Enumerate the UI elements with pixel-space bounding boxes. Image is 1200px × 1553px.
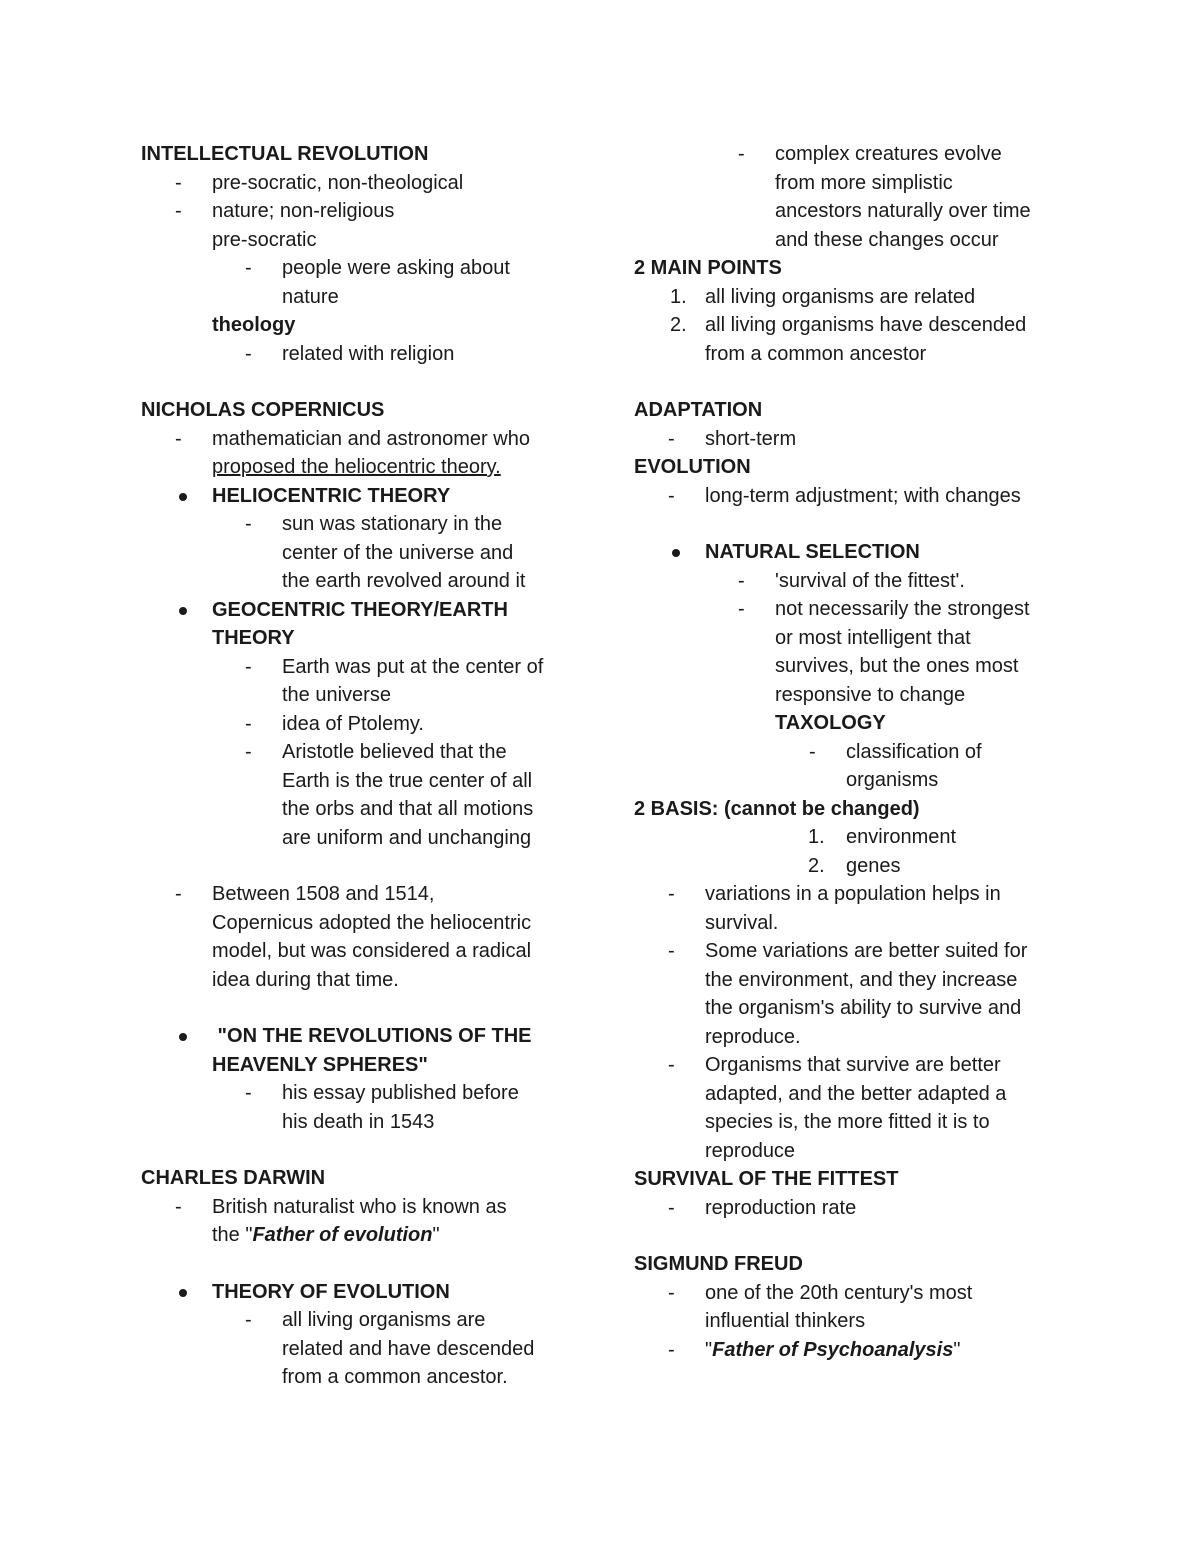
list-item-continuation: reproduce — [705, 1139, 796, 1162]
number-marker: 2. — [808, 854, 825, 877]
dash-marker: - — [245, 655, 252, 678]
list-item-text: one of the 20th century's most — [705, 1281, 973, 1304]
list-item-continuation: reproduce. — [705, 1025, 801, 1048]
taxology-label: TAXOLOGY — [775, 712, 886, 734]
bullet-heading-text: NATURAL SELECTION — [705, 541, 920, 563]
list-item — [141, 710, 581, 739]
dash-marker: - — [668, 484, 675, 507]
dash-marker: - — [668, 1281, 675, 1304]
list-item — [141, 510, 581, 539]
dash-marker: - — [175, 200, 182, 222]
dash-marker: - — [245, 741, 252, 763]
list-item-text: related with religion — [282, 342, 455, 365]
list-item-text: all living organisms are — [282, 1309, 486, 1331]
list-item-text: long-term adjustment; with changes — [705, 484, 1021, 507]
text-fragment: the " — [212, 1224, 253, 1246]
list-item — [634, 567, 1074, 596]
dash-marker: - — [175, 883, 182, 905]
list-item-text: sun was stationary in the — [282, 513, 503, 535]
dash-marker: - — [809, 740, 816, 763]
emphasis-father-of-psychoanalysis: Father of Psychoanalysis — [712, 1338, 954, 1361]
list-item — [634, 425, 1074, 454]
dash-marker: - — [245, 712, 252, 735]
list-item-text: Aristotle believed that the — [282, 741, 507, 763]
list-item — [141, 1079, 581, 1108]
dash-marker: - — [668, 940, 675, 962]
section-heading-evolution: EVOLUTION — [634, 456, 751, 478]
list-item-continuation: responsive to change — [775, 683, 966, 706]
bullet-dot-icon — [179, 493, 187, 501]
numbered-item — [634, 852, 1074, 881]
list-item-continuation: adapted, and the better adapted a — [705, 1082, 1007, 1105]
dash-marker: - — [245, 342, 252, 365]
dash-marker: - — [175, 171, 182, 194]
list-item-text: nature; non-religious — [212, 200, 395, 222]
dash-marker: - — [738, 598, 745, 620]
list-item-continuation: center of the universe and — [282, 541, 514, 564]
right-column — [634, 140, 1074, 1364]
list-item-continuation-underlined: proposed the heliocentric theory. — [212, 456, 501, 478]
section-heading-2-basis: 2 BASIS: (cannot be changed) — [634, 797, 920, 820]
list-item-text: idea of Ptolemy. — [282, 712, 424, 735]
section-heading-2-main-points: 2 MAIN POINTS — [634, 257, 782, 279]
list-item — [634, 1051, 1074, 1080]
list-item-continuation: or most intelligent that — [775, 626, 971, 649]
list-item-continuation: species is, the more fitted it is to — [705, 1111, 990, 1133]
list-item — [141, 254, 581, 283]
list-item-text: all living organisms have descended — [705, 314, 1027, 336]
dash-marker: - — [245, 1309, 252, 1331]
list-item-text: Earth was put at the center of — [282, 655, 544, 678]
bullet-heading-text: "ON THE REVOLUTIONS OF THE — [212, 1025, 532, 1047]
section-heading-survival-of-the-fittest: SURVIVAL OF THE FITTEST — [634, 1168, 899, 1190]
dash-marker: - — [175, 427, 182, 450]
number-marker: 1. — [808, 826, 825, 848]
list-item-text: his essay published before — [282, 1082, 519, 1104]
bullet-dot-icon — [179, 1289, 187, 1297]
list-item-continuation: the universe — [282, 684, 391, 706]
numbered-item — [634, 283, 1074, 312]
list-item-text: complex creatures evolve — [775, 143, 1002, 165]
list-item-continuation: survives, but the ones most — [775, 655, 1019, 677]
list-item-continuation: his death in 1543 — [282, 1110, 435, 1133]
list-item-text: genes — [846, 854, 901, 877]
list-item-continuation: model, but was considered a radical — [212, 940, 532, 962]
list-item — [634, 595, 1074, 624]
list-item-text: British naturalist who is known as — [212, 1195, 507, 1218]
list-item-continuation: organisms — [846, 769, 939, 791]
dash-marker: - — [668, 1054, 675, 1076]
list-item — [141, 197, 581, 226]
bullet-dot-icon — [672, 549, 680, 557]
bullet-heading-natural-selection — [634, 538, 1074, 567]
dash-marker: - — [668, 427, 675, 450]
list-item-continuation: and these changes occur — [775, 228, 999, 251]
theology-label: theology — [212, 314, 296, 336]
list-item — [141, 340, 581, 369]
list-item — [141, 1193, 581, 1222]
list-item-continuation: from a common ancestor — [705, 342, 927, 365]
bullet-dot-icon — [179, 607, 187, 615]
list-item-text: Organisms that survive are better — [705, 1054, 1001, 1076]
list-item — [634, 140, 1074, 169]
dash-marker: - — [738, 143, 745, 165]
list-item — [634, 482, 1074, 511]
dash-marker: - — [245, 1082, 252, 1104]
list-item — [141, 738, 581, 767]
bullet-heading-geocentric-theory — [141, 596, 581, 625]
bullet-heading-text: GEOCENTRIC THEORY/EARTH — [212, 598, 508, 621]
section-heading-nicholas-copernicus: NICHOLAS COPERNICUS — [141, 399, 385, 421]
section-heading-sigmund-freud: SIGMUND FREUD — [634, 1253, 803, 1275]
list-item — [141, 1306, 581, 1335]
dash-marker: - — [668, 1196, 675, 1219]
list-item-continuation: the organism's ability to survive and — [705, 997, 1022, 1019]
list-item-text: not necessarily the strongest — [775, 598, 1030, 620]
list-item-text: reproduction rate — [705, 1196, 857, 1219]
dash-marker: - — [245, 257, 252, 279]
list-item-text: Between 1508 and 1514, — [212, 883, 435, 905]
list-item-continuation: the environment, and they increase — [705, 968, 1018, 991]
section-heading-intellectual-revolution: INTELLECTUAL REVOLUTION — [141, 143, 429, 165]
list-item-text: Some variations are better suited for — [705, 940, 1028, 962]
presocratic-label: pre-socratic — [212, 228, 317, 251]
list-item-continuation: Copernicus adopted the heliocentric — [212, 911, 532, 934]
text-fragment: " — [432, 1224, 440, 1246]
list-item-text: 'survival of the fittest'. — [775, 569, 965, 592]
dash-marker: - — [738, 569, 745, 592]
list-item — [634, 937, 1074, 966]
list-item-continuation: from a common ancestor. — [282, 1366, 508, 1388]
list-item-continuation: are uniform and unchanging — [282, 826, 532, 849]
list-item — [634, 880, 1074, 909]
section-heading-charles-darwin: CHARLES DARWIN — [141, 1167, 326, 1189]
list-item — [634, 1279, 1074, 1308]
list-item-continuation: influential thinkers — [705, 1310, 866, 1332]
list-item — [141, 425, 581, 454]
list-item — [141, 653, 581, 682]
list-item-continuation: Earth is the true center of all — [282, 769, 533, 792]
text-fragment: " — [705, 1338, 713, 1361]
bullet-heading-text: THEORY OF EVOLUTION — [212, 1280, 450, 1303]
list-item-continuation: ancestors naturally over time — [775, 200, 1031, 222]
list-item-continuation: related and have descended — [282, 1337, 535, 1360]
list-item-continuation: idea during that time. — [212, 968, 399, 991]
bullet-heading-heliocentric-theory — [141, 482, 581, 511]
list-item-text: variations in a population helps in — [705, 883, 1001, 905]
bullet-heading-on-the-revolutions — [141, 1022, 581, 1051]
list-item-text: short-term — [705, 427, 797, 450]
bullet-heading-continuation: THEORY — [212, 627, 295, 649]
left-column — [141, 140, 581, 1392]
number-marker: 2. — [670, 314, 687, 336]
section-heading-adaptation: ADAPTATION — [634, 399, 763, 421]
list-item — [634, 1194, 1074, 1223]
list-item-text: pre-socratic, non-theological — [212, 171, 464, 194]
list-item-continuation: from more simplistic — [775, 171, 953, 194]
text-fragment: " — [953, 1338, 961, 1361]
bullet-heading-theory-of-evolution — [141, 1278, 581, 1307]
number-marker: 1. — [670, 285, 687, 308]
list-item-continuation: nature — [282, 285, 339, 308]
list-item-text: environment — [846, 826, 957, 848]
bullet-heading-continuation: HEAVENLY SPHERES" — [212, 1053, 428, 1076]
list-item-continuation: the orbs and that all motions — [282, 798, 534, 820]
list-item — [141, 880, 581, 909]
bullet-dot-icon — [179, 1033, 187, 1041]
bullet-heading-text: HELIOCENTRIC THEORY — [212, 484, 451, 507]
list-item-text: all living organisms are related — [705, 285, 976, 308]
list-item-continuation: the earth revolved around it — [282, 570, 526, 592]
list-item-continuation: survival. — [705, 911, 779, 934]
dash-marker: - — [668, 1338, 675, 1361]
numbered-item — [634, 823, 1074, 852]
dash-marker: - — [245, 513, 252, 535]
list-item — [141, 169, 581, 198]
list-item-continuation — [141, 1221, 581, 1250]
emphasis-father-of-evolution: Father of evolution — [252, 1224, 433, 1246]
list-item-text: mathematician and astronomer who — [212, 427, 530, 450]
list-item — [634, 738, 1074, 767]
list-item-text: people were asking about — [282, 257, 510, 279]
dash-marker: - — [668, 883, 675, 905]
dash-marker: - — [175, 1195, 182, 1218]
list-item — [634, 1336, 1074, 1365]
numbered-item — [634, 311, 1074, 340]
list-item-text: classification of — [846, 740, 982, 763]
